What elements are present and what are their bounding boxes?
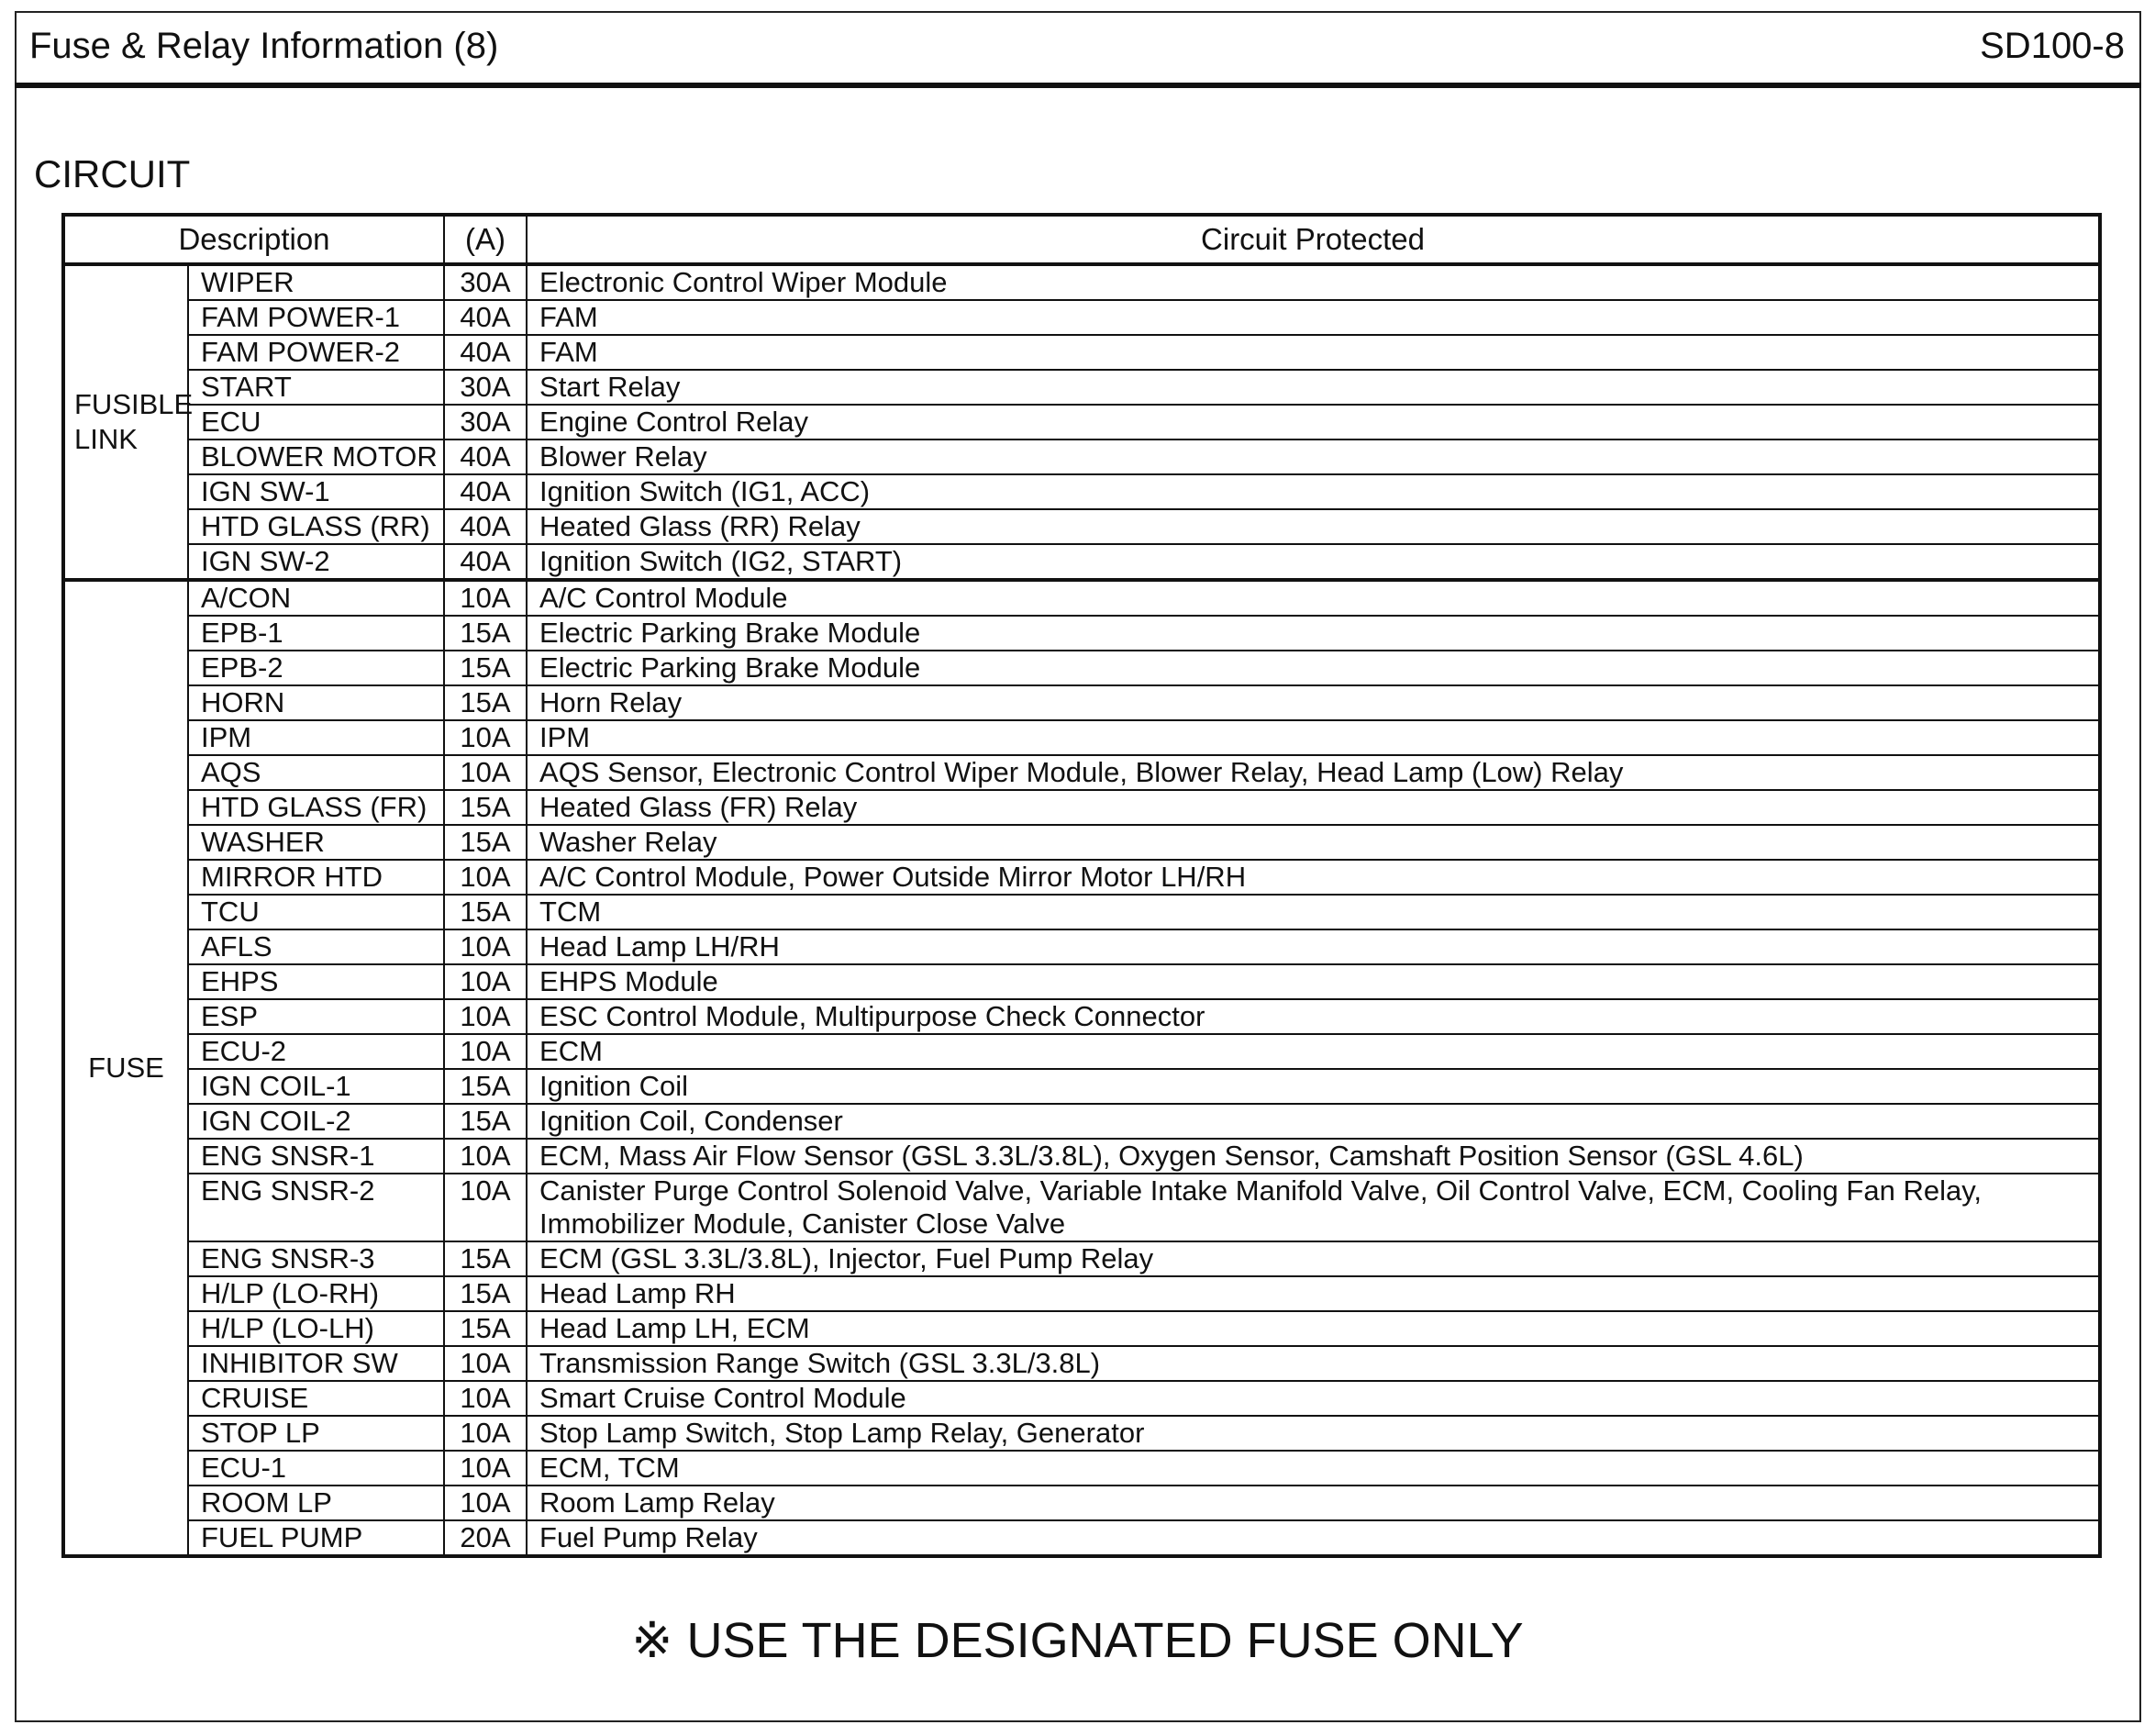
fuse-amps: 15A xyxy=(444,1104,527,1139)
fuse-name: HTD GLASS (FR) xyxy=(188,790,444,825)
circuit-protected xyxy=(527,1346,2100,1381)
circuit-line: Canister Purge Control Solenoid Valve, Variable Intake Manifold Valve, Oil Control Valve, ECM, Cooling Fan Relay, xyxy=(539,1174,1983,1207)
fuse-name: WASHER xyxy=(188,825,444,860)
circuit-protected xyxy=(527,1174,2100,1241)
table-row xyxy=(63,929,2100,964)
fuse-amps: 15A xyxy=(444,825,527,860)
circuit-protected xyxy=(527,999,2100,1034)
table-row xyxy=(63,999,2100,1034)
circuit-line: Start Relay xyxy=(539,371,681,403)
fuse-amps: 10A xyxy=(444,580,527,616)
fuse-amps: 15A xyxy=(444,651,527,685)
circuit-protected xyxy=(527,1451,2100,1486)
circuit-protected xyxy=(527,1311,2100,1346)
table-row xyxy=(63,1241,2100,1276)
circuit-protected xyxy=(527,685,2100,720)
header-circuit: Circuit Protected xyxy=(527,215,2100,264)
section-title: CIRCUIT xyxy=(34,152,191,195)
fuse-amps: 10A xyxy=(444,964,527,999)
circuit-line: Head Lamp LH, ECM xyxy=(539,1312,810,1344)
fuse-amps: 10A xyxy=(444,755,527,790)
table-row xyxy=(63,509,2100,544)
circuit-protected xyxy=(527,825,2100,860)
table-row xyxy=(63,440,2100,474)
circuit-protected xyxy=(527,616,2100,651)
circuit-protected xyxy=(527,651,2100,685)
fuse-name: WIPER xyxy=(188,264,444,300)
page-title: Fuse & Relay Information (8) xyxy=(29,26,499,66)
table-row xyxy=(63,474,2100,509)
table-row xyxy=(63,264,2100,300)
circuit-protected xyxy=(527,300,2100,335)
circuit-line: Electronic Control Wiper Module xyxy=(539,266,948,298)
fuse-name: EPB-2 xyxy=(188,651,444,685)
table-row xyxy=(63,1069,2100,1104)
table-row xyxy=(63,580,2100,616)
fuse-amps: 40A xyxy=(444,544,527,580)
circuit-protected xyxy=(527,1034,2100,1069)
circuit-protected xyxy=(527,1241,2100,1276)
fuse-amps: 40A xyxy=(444,335,527,370)
circuit-protected xyxy=(527,895,2100,929)
circuit-line: IPM xyxy=(539,721,591,753)
table-row xyxy=(63,825,2100,860)
fuse-amps: 10A xyxy=(444,1346,527,1381)
fuse-amps: 10A xyxy=(444,1034,527,1069)
table-row xyxy=(63,370,2100,405)
table-row xyxy=(63,335,2100,370)
table-row xyxy=(63,685,2100,720)
fuse-amps: 40A xyxy=(444,300,527,335)
table-row xyxy=(63,1276,2100,1311)
fuse-amps: 10A xyxy=(444,1139,527,1174)
circuit-line: Ignition Coil, Condenser xyxy=(539,1105,843,1137)
group-label: FUSIBLE LINK xyxy=(63,264,188,580)
circuit-protected xyxy=(527,1520,2100,1556)
table-row xyxy=(63,300,2100,335)
circuit-protected xyxy=(527,860,2100,895)
circuit-line: TCM xyxy=(539,896,602,928)
circuit-table xyxy=(61,213,2102,1558)
table-row xyxy=(63,1520,2100,1556)
fuse-name: ENG SNSR-3 xyxy=(188,1241,444,1276)
fuse-name: A/CON xyxy=(188,580,444,616)
circuit-line: Ignition Switch (IG1, ACC) xyxy=(539,475,871,507)
fuse-amps: 10A xyxy=(444,1416,527,1451)
page-code: SD100-8 xyxy=(1980,26,2125,66)
page-header xyxy=(15,11,2141,88)
circuit-line: Head Lamp RH xyxy=(539,1277,736,1309)
fuse-amps: 10A xyxy=(444,720,527,755)
circuit-protected xyxy=(527,720,2100,755)
circuit-protected xyxy=(527,1381,2100,1416)
circuit-line: Heated Glass (RR) Relay xyxy=(539,510,861,542)
fuse-name: AFLS xyxy=(188,929,444,964)
fuse-name: ESP xyxy=(188,999,444,1034)
circuit-protected xyxy=(527,335,2100,370)
table-row xyxy=(63,1139,2100,1174)
table-row xyxy=(63,1346,2100,1381)
circuit-protected xyxy=(527,964,2100,999)
circuit-protected xyxy=(527,929,2100,964)
fuse-name: FAM POWER-1 xyxy=(188,300,444,335)
fuse-amps: 20A xyxy=(444,1520,527,1556)
circuit-protected xyxy=(527,1276,2100,1311)
fuse-amps: 10A xyxy=(444,1451,527,1486)
fuse-amps: 10A xyxy=(444,1381,527,1416)
fuse-amps: 40A xyxy=(444,509,527,544)
fuse-amps: 15A xyxy=(444,616,527,651)
circuit-protected xyxy=(527,544,2100,580)
circuit-line: Smart Cruise Control Module xyxy=(539,1382,906,1414)
circuit-line: Head Lamp LH/RH xyxy=(539,930,780,963)
fuse-amps: 15A xyxy=(444,895,527,929)
fuse-amps: 15A xyxy=(444,790,527,825)
fuse-name: CRUISE xyxy=(188,1381,444,1416)
fuse-amps: 15A xyxy=(444,1276,527,1311)
header-amps: (A) xyxy=(444,215,527,264)
table-row xyxy=(63,1381,2100,1416)
circuit-protected xyxy=(527,474,2100,509)
fuse-name: STOP LP xyxy=(188,1416,444,1451)
fuse-name: IGN COIL-1 xyxy=(188,1069,444,1104)
fuse-name: EPB-1 xyxy=(188,616,444,651)
fuse-amps: 10A xyxy=(444,1174,527,1241)
circuit-protected xyxy=(527,405,2100,440)
circuit-line: Electric Parking Brake Module xyxy=(539,651,921,684)
fuse-name: H/LP (LO-LH) xyxy=(188,1311,444,1346)
circuit-line: EHPS Module xyxy=(539,965,718,997)
fuse-name: ROOM LP xyxy=(188,1486,444,1520)
circuit-line: Heated Glass (FR) Relay xyxy=(539,791,858,823)
circuit-protected xyxy=(527,790,2100,825)
fuse-name: ENG SNSR-2 xyxy=(188,1174,444,1241)
table-row xyxy=(63,1104,2100,1139)
fuse-name: ECU-2 xyxy=(188,1034,444,1069)
fuse-name: ENG SNSR-1 xyxy=(188,1139,444,1174)
fuse-amps: 10A xyxy=(444,860,527,895)
table-row xyxy=(63,616,2100,651)
circuit-protected xyxy=(527,1416,2100,1451)
circuit-line: ECM (GSL 3.3L/3.8L), Injector, Fuel Pump Relay xyxy=(539,1242,1154,1274)
fuse-amps: 10A xyxy=(444,929,527,964)
fuse-name: H/LP (LO-RH) xyxy=(188,1276,444,1311)
circuit-protected xyxy=(527,1104,2100,1139)
fuse-amps: 10A xyxy=(444,999,527,1034)
circuit-protected xyxy=(527,370,2100,405)
circuit-line: ECM, TCM xyxy=(539,1452,680,1484)
circuit-line: Horn Relay xyxy=(539,686,683,718)
table-row xyxy=(63,1451,2100,1486)
circuit-protected xyxy=(527,1069,2100,1104)
fuse-amps: 15A xyxy=(444,1241,527,1276)
circuit-protected xyxy=(527,580,2100,616)
table-row xyxy=(63,1486,2100,1520)
fuse-amps: 40A xyxy=(444,474,527,509)
circuit-protected xyxy=(527,1486,2100,1520)
fuse-name: IGN SW-1 xyxy=(188,474,444,509)
fuse-name: ECU-1 xyxy=(188,1451,444,1486)
circuit-line: Engine Control Relay xyxy=(539,406,808,438)
fuse-amps: 15A xyxy=(444,1069,527,1104)
table-row xyxy=(63,1311,2100,1346)
table-row xyxy=(63,860,2100,895)
fuse-name: INHIBITOR SW xyxy=(188,1346,444,1381)
circuit-line: A/C Control Module, Power Outside Mirror Motor LH/RH xyxy=(539,861,1247,893)
fuse-amps: 15A xyxy=(444,1311,527,1346)
fuse-name: FAM POWER-2 xyxy=(188,335,444,370)
circuit-line: Ignition Coil xyxy=(539,1070,688,1102)
fuse-amps: 30A xyxy=(444,405,527,440)
circuit-line: Stop Lamp Switch, Stop Lamp Relay, Generator xyxy=(539,1417,1145,1449)
table-row xyxy=(63,544,2100,580)
fuse-name: EHPS xyxy=(188,964,444,999)
table-row xyxy=(63,1174,2100,1241)
fuse-amps: 15A xyxy=(444,685,527,720)
header-description: Description xyxy=(63,215,444,264)
table-row xyxy=(63,1416,2100,1451)
circuit-line: Electric Parking Brake Module xyxy=(539,617,921,649)
circuit-line: A/C Control Module xyxy=(539,582,788,614)
table-body xyxy=(63,264,2100,1556)
table-row xyxy=(63,790,2100,825)
fuse-name: IGN SW-2 xyxy=(188,544,444,580)
circuit-protected xyxy=(527,755,2100,790)
fuse-name: IGN COIL-2 xyxy=(188,1104,444,1139)
table-row xyxy=(63,895,2100,929)
fuse-name: IPM xyxy=(188,720,444,755)
circuit-line: Fuel Pump Relay xyxy=(539,1521,758,1553)
fuse-name: HORN xyxy=(188,685,444,720)
circuit-line: Blower Relay xyxy=(539,440,707,473)
circuit-line: AQS Sensor, Electronic Control Wiper Module, Blower Relay, Head Lamp (Low) Relay xyxy=(539,756,1624,788)
fuse-name: BLOWER MOTOR xyxy=(188,440,444,474)
fuse-name: HTD GLASS (RR) xyxy=(188,509,444,544)
circuit-line: Immobilizer Module, Canister Close Valve xyxy=(539,1207,1066,1240)
circuit-line: FAM xyxy=(539,301,598,333)
table-row xyxy=(63,1034,2100,1069)
fuse-amps: 30A xyxy=(444,264,527,300)
footer-note: ※ USE THE DESIGNATED FUSE ONLY xyxy=(631,1613,1524,1668)
table-row xyxy=(63,405,2100,440)
circuit-line: ECM xyxy=(539,1035,603,1067)
fuse-amps: 40A xyxy=(444,440,527,474)
group-label: FUSE xyxy=(63,580,188,1556)
fuse-name: ECU xyxy=(188,405,444,440)
fuse-name: FUEL PUMP xyxy=(188,1520,444,1556)
circuit-line: ECM, Mass Air Flow Sensor (GSL 3.3L/3.8L), Oxygen Sensor, Camshaft Position Sensor (GSL 4.6L) xyxy=(539,1140,1804,1172)
fuse-name: TCU xyxy=(188,895,444,929)
table-row xyxy=(63,964,2100,999)
circuit-protected xyxy=(527,264,2100,300)
circuit-line: Transmission Range Switch (GSL 3.3L/3.8L) xyxy=(539,1347,1101,1379)
table-row xyxy=(63,755,2100,790)
fuse-name: AQS xyxy=(188,755,444,790)
circuit-line: ESC Control Module, Multipurpose Check Connector xyxy=(539,1000,1205,1032)
fuse-amps: 30A xyxy=(444,370,527,405)
table-row xyxy=(63,651,2100,685)
circuit-line: Washer Relay xyxy=(539,826,717,858)
circuit-protected xyxy=(527,440,2100,474)
circuit-line: FAM xyxy=(539,336,598,368)
fuse-name: MIRROR HTD xyxy=(188,860,444,895)
circuit-line: Ignition Switch (IG2, START) xyxy=(539,545,903,577)
table-row xyxy=(63,720,2100,755)
circuit-protected xyxy=(527,1139,2100,1174)
table-header-row xyxy=(63,215,2100,264)
circuit-protected xyxy=(527,509,2100,544)
fuse-name: START xyxy=(188,370,444,405)
circuit-line: Room Lamp Relay xyxy=(539,1486,775,1519)
fuse-amps: 10A xyxy=(444,1486,527,1520)
